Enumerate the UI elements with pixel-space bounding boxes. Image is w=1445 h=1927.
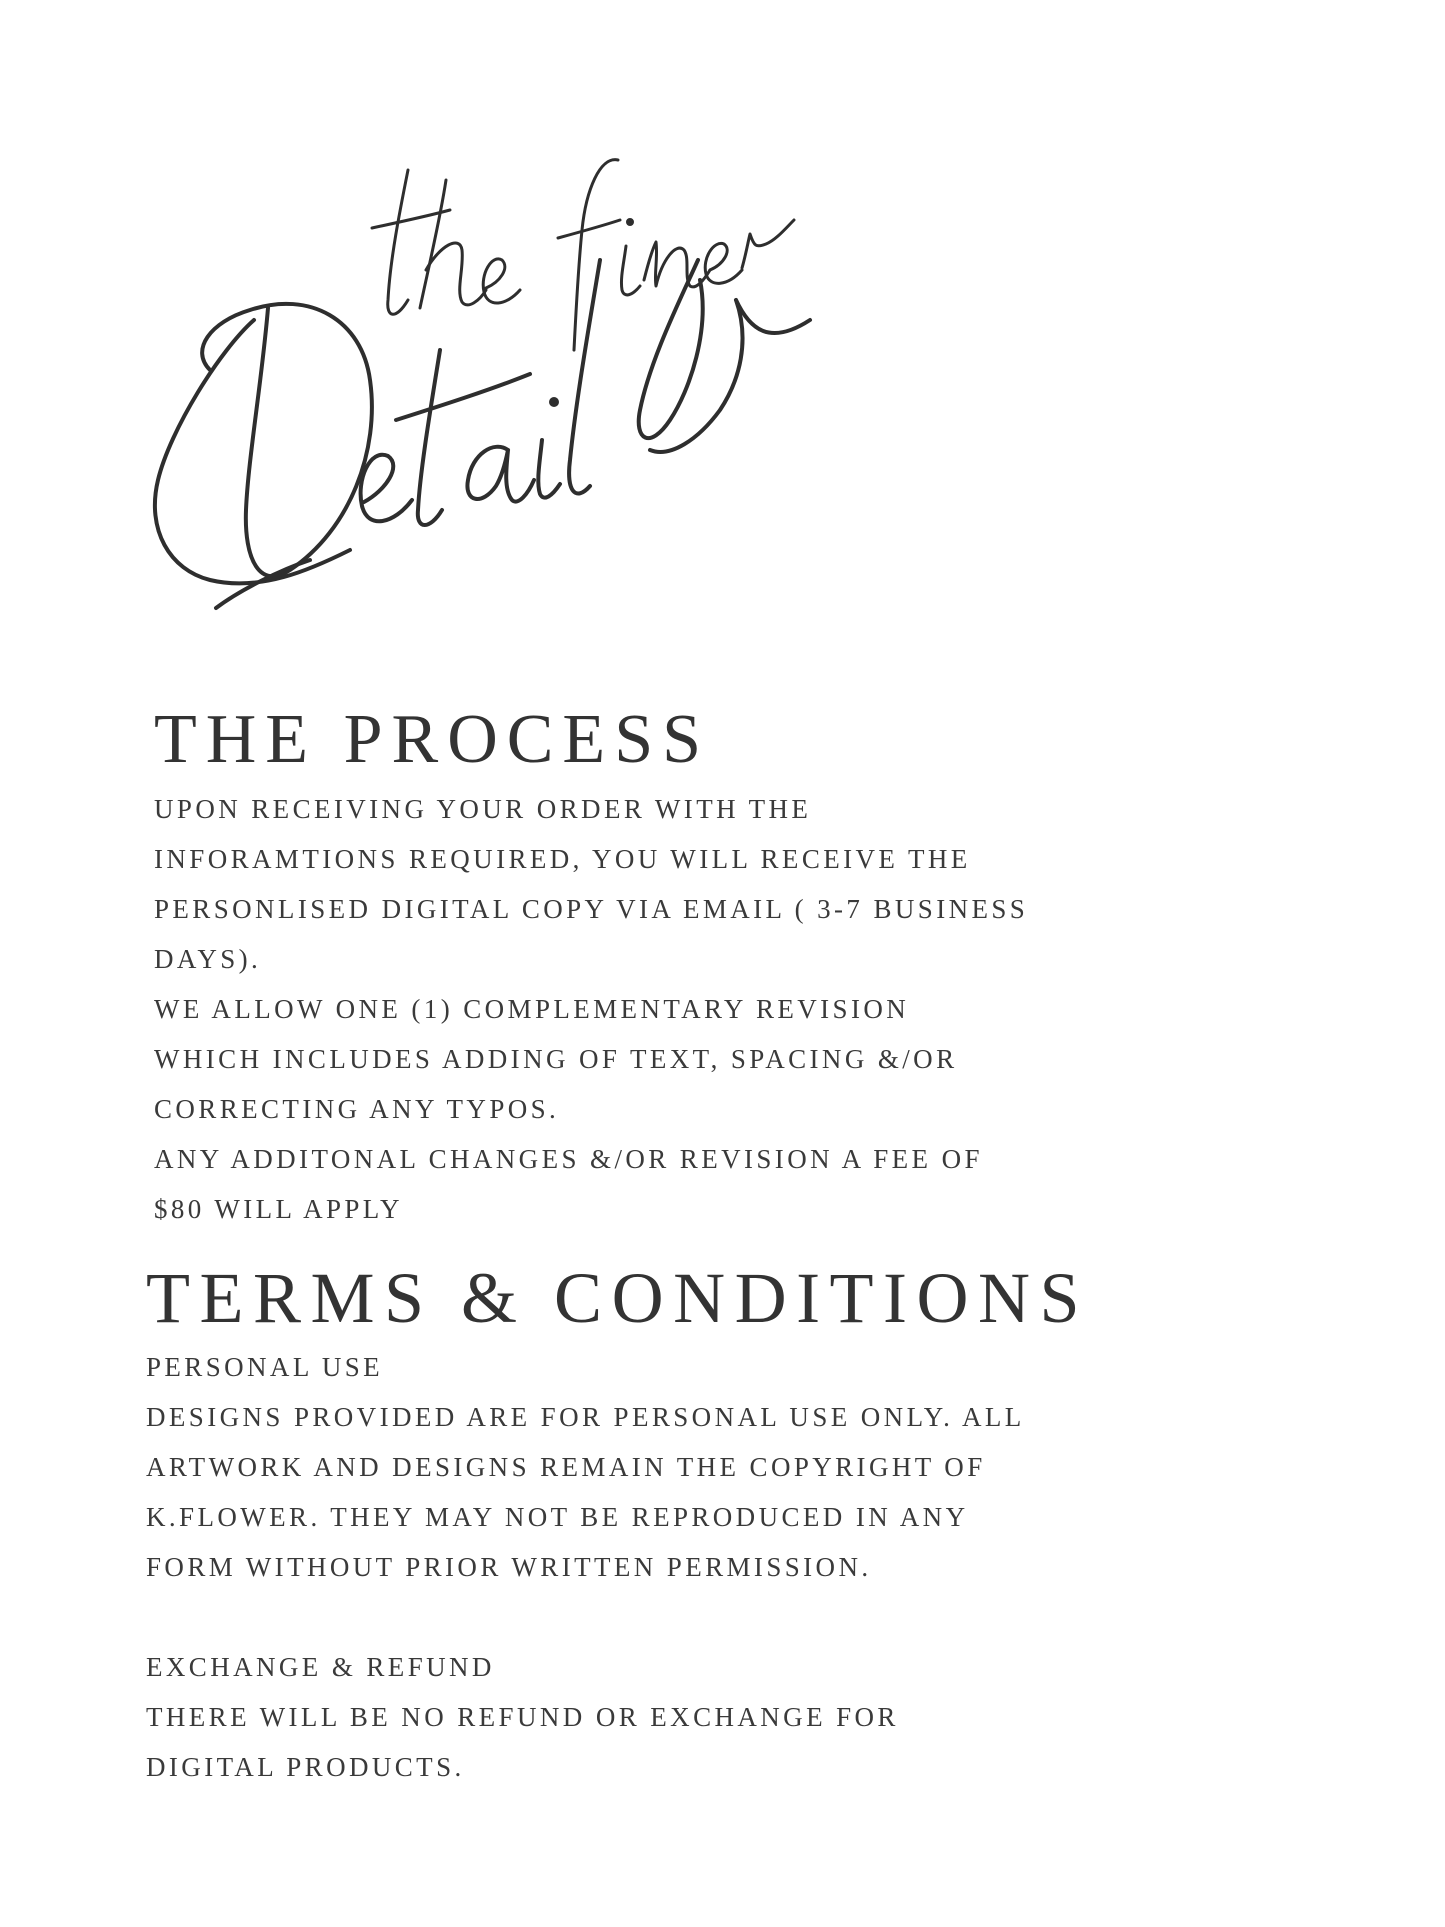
process-line: PERSONLISED DIGITAL COPY VIA EMAIL ( 3-7 BUSINESS: [154, 894, 1029, 924]
script-heading-artwork: [150, 150, 910, 650]
process-body: [154, 784, 1028, 1234]
process-line: INFORAMTIONS REQUIRED, YOU WILL RECEIVE THE: [154, 844, 971, 874]
process-line: WE ALLOW ONE (1) COMPLEMENTARY REVISION: [154, 994, 910, 1024]
script-the-finer: [372, 160, 794, 350]
process-line: ANY ADDITONAL CHANGES &/OR REVISION A FEE OF: [154, 1144, 983, 1174]
process-line: UPON RECEIVING YOUR ORDER WITH THE: [154, 794, 812, 824]
script-details: [155, 260, 810, 608]
script-heading: [150, 150, 910, 650]
personal-use-line: DESIGNS PROVIDED ARE FOR PERSONAL USE ONLY. ALL: [146, 1402, 1025, 1432]
personal-use-line: K.FLOWER. THEY MAY NOT BE REPRODUCED IN ANY: [146, 1502, 969, 1532]
process-title: THE PROCESS: [154, 701, 711, 778]
exchange-refund-heading: EXCHANGE & REFUND: [146, 1652, 495, 1682]
personal-use-line: FORM WITHOUT PRIOR WRITTEN PERMISSION.: [146, 1552, 872, 1582]
exchange-refund-line: THERE WILL BE NO REFUND OR EXCHANGE FOR: [146, 1702, 899, 1732]
exchange-refund-line: DIGITAL PRODUCTS.: [146, 1752, 465, 1782]
terms-body: [146, 1342, 1025, 1792]
process-line: DAYS).: [154, 944, 262, 974]
process-line: CORRECTING ANY TYPOS.: [154, 1094, 560, 1124]
process-line: $80 WILL APPLY: [154, 1194, 403, 1224]
paragraph-spacer: [146, 1592, 1025, 1642]
terms-title: TERMS & CONDITIONS: [146, 1258, 1090, 1338]
personal-use-line: ARTWORK AND DESIGNS REMAIN THE COPYRIGHT OF: [146, 1452, 986, 1482]
personal-use-heading: PERSONAL USE: [146, 1352, 384, 1382]
process-line: WHICH INCLUDES ADDING OF TEXT, SPACING &/OR: [154, 1044, 958, 1074]
